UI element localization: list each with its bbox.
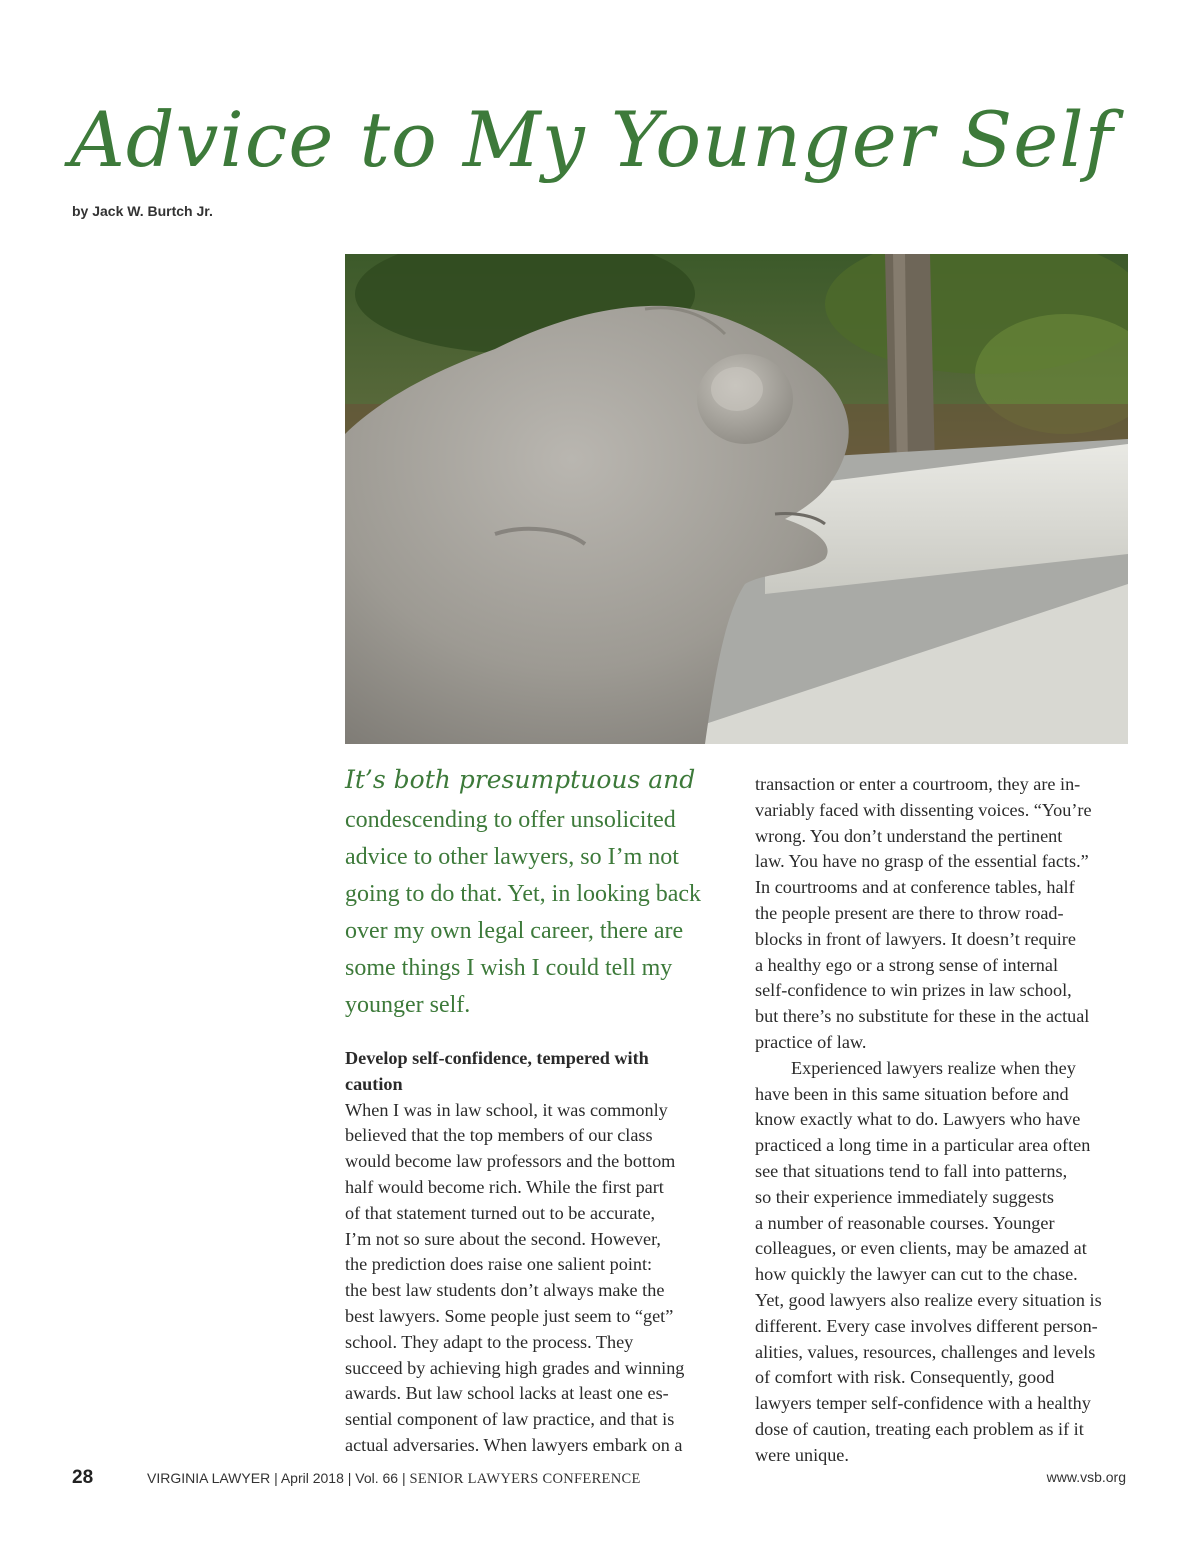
- body-line: practiced a long time in a particular area often: [755, 1135, 1091, 1156]
- lead-paragraph: [345, 764, 725, 1024]
- lead-line: some things I wish I could tell my: [345, 955, 673, 981]
- article-title: Advice to My Younger Self: [70, 95, 1114, 184]
- body-line: transaction or enter a courtroom, they are in-: [755, 774, 1081, 794]
- byline: by Jack W. Burtch Jr.: [72, 203, 213, 219]
- body-line: school. They adapt to the process. They: [345, 1331, 634, 1352]
- column-left: [345, 764, 725, 1459]
- lead-line: over my own legal career, there are: [345, 918, 684, 944]
- body-line: Experienced lawyers realize when they: [791, 1057, 1076, 1078]
- body-line: I’m not so sure about the second. However,: [345, 1228, 661, 1249]
- body-paragraph: [755, 1056, 1135, 1469]
- body-line: colleagues, or even clients, may be amazed at: [755, 1238, 1087, 1259]
- section-heading-line: caution: [345, 1073, 403, 1094]
- body-line: of that statement turned out to be accurate,: [345, 1202, 656, 1223]
- body-line: were unique.: [755, 1444, 849, 1465]
- body-line: the prediction does raise one salient point:: [345, 1254, 653, 1275]
- body-line: actual adversaries. When lawyers embark on a: [345, 1434, 683, 1455]
- body-line: awards. But law school lacks at least one es-: [345, 1383, 669, 1404]
- body-line: how quickly the lawyer can cut to the chase.: [755, 1264, 1078, 1285]
- body-paragraph: [345, 1098, 725, 1459]
- body-line: a number of reasonable courses. Younger: [755, 1212, 1055, 1233]
- body-line: variably faced with dissenting voices. “You’re: [755, 799, 1092, 820]
- running-footer: [147, 1470, 641, 1488]
- body-line: When I was in law school, it was commonly: [345, 1099, 668, 1120]
- lead-line: going to do that. Yet, in looking back: [345, 881, 701, 907]
- body-line: succeed by achieving high grades and winning: [345, 1357, 685, 1378]
- body-line: alities, values, resources, challenges and levels: [755, 1341, 1096, 1362]
- page-number: 28: [72, 1467, 94, 1488]
- lead-line: younger self.: [345, 992, 471, 1018]
- body-line: have been in this same situation before and: [755, 1083, 1069, 1104]
- column-right: [755, 772, 1135, 1469]
- publication-info: VIRGINIA LAWYER | April 2018 | Vol. 66 |: [147, 1470, 410, 1486]
- body-line: best lawyers. Some people just seem to “get”: [345, 1305, 674, 1326]
- frog-statue-photo: [345, 254, 1128, 744]
- body-line: Yet, good lawyers also realize every situation is: [755, 1289, 1102, 1310]
- body-line: In courtrooms and at conference tables, half: [755, 877, 1075, 898]
- lead-first-line: It’s both presumptuous and: [345, 765, 696, 794]
- body-line: but there’s no substitute for these in the actual: [755, 1006, 1090, 1027]
- lead-line: advice to other lawyers, so I’m not: [345, 844, 679, 870]
- body-line: wrong. You don’t understand the pertinent: [755, 825, 1063, 846]
- body-line: the people present are there to throw road-: [755, 902, 1064, 923]
- section-heading-line: Develop self-confidence, tempered with: [345, 1048, 649, 1068]
- body-line: law. You have no grasp of the essential facts.”: [755, 851, 1089, 872]
- body-line: would become law professors and the bottom: [345, 1151, 676, 1172]
- body-line: of comfort with risk. Consequently, good: [755, 1367, 1055, 1388]
- body-line: different. Every case involves different person-: [755, 1315, 1098, 1336]
- body-line: blocks in front of lawyers. It doesn’t require: [755, 928, 1076, 949]
- body-line: sential component of law practice, and that is: [345, 1409, 675, 1430]
- body-line: believed that the top members of our class: [345, 1125, 653, 1146]
- website-url: www.vsb.org: [1046, 1469, 1126, 1485]
- body-paragraph: [755, 772, 1135, 1056]
- body-line: practice of law.: [755, 1031, 867, 1052]
- body-line: know exactly what to do. Lawyers who have: [755, 1109, 1081, 1130]
- body-line: so their experience immediately suggests: [755, 1186, 1054, 1207]
- body-line: self-confidence to win prizes in law school,: [755, 980, 1072, 1001]
- body-line: lawyers temper self-confidence with a healthy: [755, 1393, 1091, 1414]
- section-heading: [345, 1046, 725, 1098]
- body-line: the best law students don’t always make the: [345, 1280, 665, 1301]
- body-line: dose of caution, treating each problem as if it: [755, 1418, 1084, 1439]
- lead-line: condescending to offer unsolicited: [345, 807, 676, 833]
- body-line: see that situations tend to fall into patterns,: [755, 1160, 1068, 1181]
- body-line: a healthy ego or a strong sense of internal: [755, 954, 1059, 975]
- body-line: half would become rich. While the first part: [345, 1176, 664, 1197]
- section-name: SENIOR LAWYERS CONFERENCE: [409, 1471, 641, 1487]
